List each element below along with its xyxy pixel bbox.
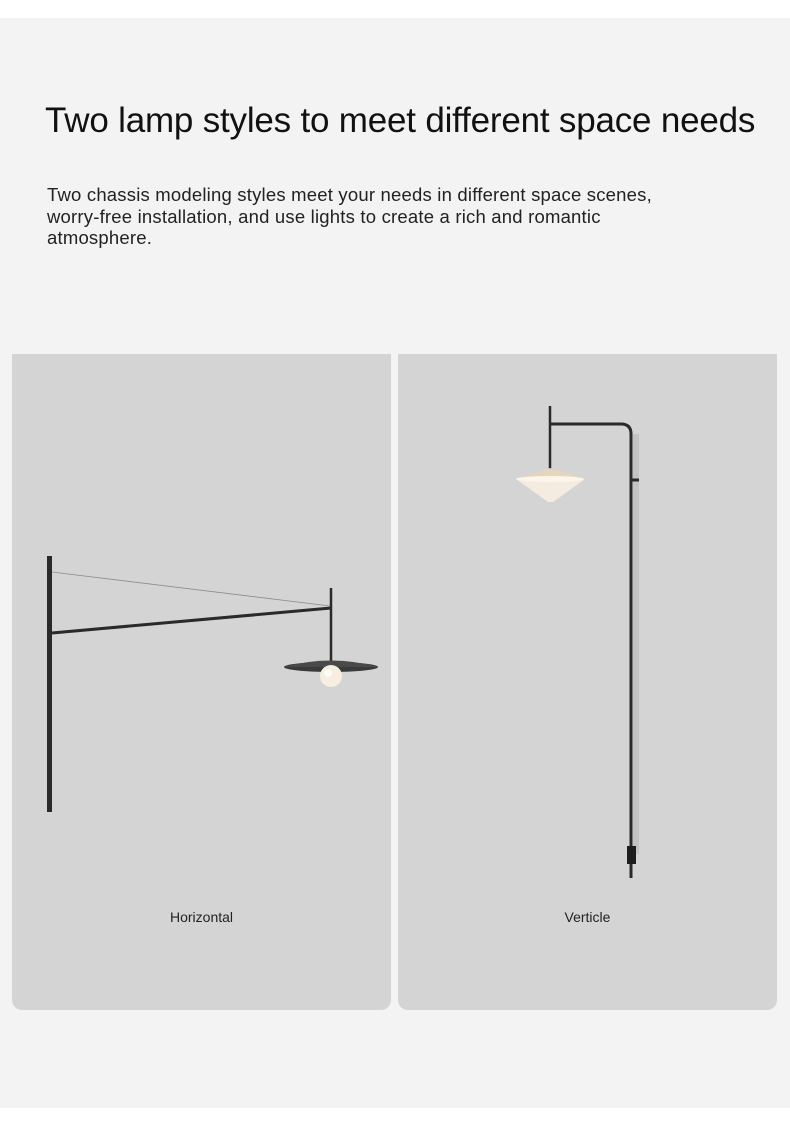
wall-rail [47,556,52,812]
lamp-shade-lower [516,479,585,502]
style-card-vertical [398,354,777,1010]
style-label-vertical: Verticle [564,909,611,925]
section-title: Two lamp styles to meet different space needs [45,101,756,140]
style-card-horizontal [12,354,391,1010]
top-band [0,0,790,18]
tension-wire [52,572,330,606]
bulb [320,665,342,687]
lamp-glow [516,476,584,482]
switch-box [627,846,636,864]
section-description: Two chassis modeling styles meet your needs in different space scenes, worry-free installation, and use lights to create a rich and romantic atmosphere. [47,184,652,248]
style-label-horizontal: Horizontal [169,909,234,925]
bottom-band [0,1108,790,1136]
horizontal-arm [52,608,331,633]
